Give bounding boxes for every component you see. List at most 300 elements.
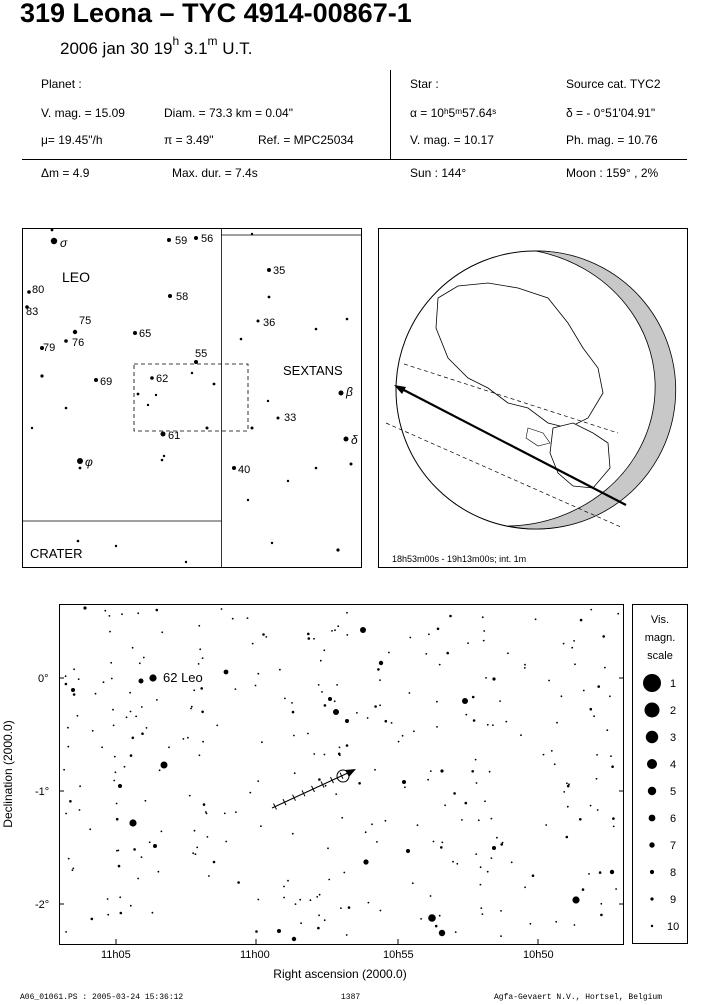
map-star: [339, 391, 344, 396]
chart-star: [339, 754, 341, 756]
chart-star: [532, 874, 535, 877]
chart-star: [335, 793, 337, 795]
chart-star: [327, 847, 329, 849]
chart-star: [72, 868, 74, 870]
chart-star: [113, 780, 115, 782]
chart-star: [198, 663, 200, 665]
legend-title-line1: Vis.: [650, 614, 670, 626]
chart-star: [597, 685, 600, 688]
chart-star: [120, 912, 123, 915]
chart-star: [346, 934, 348, 936]
chart-star: [530, 923, 532, 925]
planet-motion: μ= 19.45"/h: [41, 133, 103, 147]
chart-star: [524, 664, 526, 666]
chart-star: [492, 724, 494, 726]
chart-star: [161, 831, 163, 833]
chart-star: [294, 772, 296, 774]
chart-star: [249, 792, 251, 794]
chart-star: [475, 759, 477, 761]
chart-star: [439, 930, 445, 936]
star-label-phi: φ: [85, 455, 93, 469]
chart-star: [146, 727, 148, 729]
chart-star: [449, 615, 452, 618]
chart-star: [203, 803, 206, 806]
chart-star: [489, 771, 491, 773]
map-star: [133, 331, 137, 335]
chart-star: [130, 754, 133, 757]
legend-dot: [643, 674, 661, 692]
chart-star: [208, 875, 210, 877]
chart-star: [200, 687, 203, 690]
chart-star: [524, 886, 526, 888]
chart-star: [261, 741, 263, 743]
chart-star: [602, 635, 605, 638]
chart-star: [313, 753, 315, 755]
chart-star: [307, 733, 309, 735]
chart-star: [409, 637, 411, 639]
chart-star: [478, 819, 480, 821]
chart-star: [292, 711, 295, 714]
chart-star: [194, 830, 196, 832]
ra-tick-10h55: 10h55: [383, 949, 414, 961]
chart-star: [561, 695, 563, 697]
star-label-65: 65: [139, 328, 152, 340]
chart-star: [563, 791, 565, 793]
chart-star: [345, 719, 349, 723]
chart-star: [255, 930, 258, 933]
chart-star: [187, 737, 189, 739]
map-star: [232, 466, 236, 470]
chart-star: [348, 906, 351, 909]
chart-star: [610, 755, 612, 757]
star-label-75: 75: [79, 315, 92, 327]
chart-star: [310, 899, 312, 901]
chart-star: [65, 683, 68, 686]
star-chart: [0, 596, 701, 981]
y-axis-label: Declination (2000.0): [1, 720, 15, 828]
chart-star: [379, 679, 381, 681]
legend-dot: [645, 703, 660, 718]
chart-star: [571, 647, 573, 649]
minute-superscript: m: [207, 34, 218, 48]
map-star: [150, 376, 154, 380]
chart-star: [425, 653, 427, 655]
chart-star: [118, 784, 122, 788]
chart-star: [409, 692, 411, 694]
chart-star: [428, 633, 430, 635]
chart-star: [340, 907, 342, 909]
chart-star: [145, 800, 147, 802]
chart-star: [566, 782, 568, 784]
chart-star: [385, 820, 387, 822]
chart-star: [346, 634, 348, 636]
chart-star: [363, 859, 368, 864]
chart-star: [101, 746, 103, 748]
star-vmag: V. mag. = 10.17: [410, 133, 494, 147]
chart-star: [374, 769, 376, 771]
chart-star: [130, 905, 132, 907]
chart-star: [79, 809, 81, 811]
max-duration: Max. dur. = 7.4s: [172, 166, 258, 180]
chart-star: [567, 785, 570, 788]
chart-star: [600, 903, 602, 905]
chart-star: [308, 637, 311, 640]
chart-star: [63, 769, 65, 771]
map-star: [191, 372, 193, 374]
chart-star: [283, 897, 285, 899]
map-star: [65, 407, 68, 410]
star-label-33: 33: [284, 412, 297, 424]
chart-star: [496, 837, 498, 839]
chart-star: [143, 657, 145, 659]
chart-star: [453, 792, 456, 795]
chart-star: [72, 869, 74, 871]
map-star: [251, 233, 253, 235]
chart-star: [441, 842, 443, 844]
chart-star: [590, 609, 592, 611]
chart-star: [91, 918, 94, 921]
legend-title-line3: scale: [647, 650, 673, 662]
chart-star: [465, 714, 467, 716]
ra-tick-11h05: 11h05: [101, 949, 131, 961]
chart-star: [412, 882, 414, 884]
chart-star: [104, 610, 106, 612]
chart-star: [232, 618, 234, 620]
chart-star: [556, 722, 558, 724]
chart-star: [439, 915, 441, 917]
planet-parallax: π = 3.49": [164, 133, 214, 147]
chart-star: [606, 729, 608, 731]
chart-star: [83, 606, 86, 609]
chart-star: [107, 914, 109, 916]
chart-star: [334, 700, 336, 702]
chart-star: [224, 813, 226, 815]
chart-star: [260, 825, 262, 827]
chart-star: [323, 649, 325, 651]
chart-star: [476, 782, 478, 784]
chart-star: [201, 711, 204, 714]
chart-star: [133, 848, 136, 851]
chart-star: [118, 850, 120, 852]
chart-star: [480, 884, 482, 886]
map-star: [240, 338, 243, 341]
chart-star: [346, 744, 349, 747]
chart-star: [193, 689, 195, 691]
star-label-36: 36: [263, 317, 276, 329]
map-star: [185, 561, 187, 563]
globe-caption: 18h53m00s - 19h13m00s; int. 1m: [392, 554, 527, 564]
chart-star: [300, 922, 302, 924]
chart-star: [455, 931, 457, 933]
chart-star: [199, 754, 201, 756]
chart-star: [435, 925, 438, 928]
chart-star: [452, 861, 454, 863]
map-star: [206, 427, 209, 430]
map-star: [344, 437, 349, 442]
map-star: [194, 236, 198, 240]
chart-star: [168, 746, 170, 748]
chart-star: [413, 730, 415, 732]
chart-star: [235, 688, 237, 690]
chart-star: [190, 708, 192, 710]
chart-star: [596, 754, 598, 756]
chart-star: [428, 914, 436, 922]
chart-star: [130, 711, 132, 713]
chart-star: [159, 769, 161, 771]
map-star: [167, 238, 171, 242]
chart-star: [483, 640, 485, 642]
chart-star: [202, 657, 204, 659]
chart-star: [341, 817, 343, 819]
legend-mag-3: 3: [670, 732, 677, 744]
chart-star: [161, 762, 168, 769]
chart-star: [588, 873, 590, 875]
chart-star: [152, 912, 154, 914]
chart-star: [356, 712, 358, 714]
chart-star: [439, 664, 441, 666]
chart-star: [221, 608, 223, 610]
ra-tick-11h00: 11h00: [240, 949, 270, 961]
legend-dot: [649, 815, 656, 822]
map-star: [277, 417, 280, 420]
planet-reference: Ref. = MPC25034: [258, 133, 354, 147]
map-star: [251, 427, 254, 430]
sextans-label: SEXTANS: [283, 363, 343, 378]
map-star: [350, 463, 353, 466]
chart-star: [590, 708, 593, 711]
chart-star: [313, 638, 315, 640]
chart-star: [343, 872, 345, 874]
star-label-55: 55: [195, 348, 208, 360]
map-star: [161, 432, 166, 437]
chart-star: [257, 899, 259, 901]
chart-star: [437, 628, 440, 631]
chart-star: [207, 836, 209, 838]
chart-star: [183, 738, 185, 740]
map-star: [115, 545, 117, 547]
chart-star: [121, 613, 123, 615]
star-label-69: 69: [100, 376, 113, 388]
chart-star: [107, 898, 109, 900]
chart-star: [110, 662, 112, 664]
chart-star: [324, 919, 326, 921]
chart-star: [487, 724, 489, 726]
chart-star: [318, 778, 321, 781]
chart-star: [156, 609, 159, 612]
map-star: [79, 467, 82, 470]
legend-mag-7: 7: [670, 840, 677, 852]
map-star: [155, 394, 157, 396]
legend-mag-2: 2: [670, 705, 677, 717]
event-datetime: [60, 34, 253, 59]
chart-star: [573, 640, 575, 642]
chart-star: [195, 853, 197, 855]
chart-star: [247, 617, 249, 619]
chart-star: [65, 813, 67, 815]
chart-star: [574, 663, 576, 665]
chart-star: [324, 754, 326, 756]
dec-tick-1: -1°: [35, 786, 50, 798]
chart-star: [161, 631, 163, 633]
chart-star: [141, 856, 143, 858]
chart-star: [500, 843, 503, 846]
chart-star: [492, 846, 496, 850]
chart-star: [334, 629, 336, 631]
chart-star: [599, 871, 602, 874]
legend-dots: [643, 674, 661, 927]
chart-star: [292, 833, 294, 835]
chart-star: [324, 704, 327, 707]
chart-star: [511, 861, 513, 863]
chart-star: [67, 746, 69, 748]
chart-star: [580, 619, 583, 622]
chart-star: [92, 730, 94, 732]
legend-mag-1: 1: [670, 678, 677, 690]
chart-star: [284, 698, 286, 700]
chart-star: [551, 750, 553, 752]
chart-star: [317, 927, 320, 930]
map-star: [77, 458, 83, 464]
chart-star: [433, 841, 435, 843]
chart-star: [135, 716, 137, 718]
chart-star: [406, 849, 410, 853]
chart-star: [507, 652, 509, 654]
star-label-79: 79: [43, 342, 56, 354]
chart-star: [139, 662, 141, 664]
chart-star: [339, 747, 341, 749]
chart-star: [320, 660, 322, 662]
star-label-80: 80: [32, 284, 45, 296]
chart-star: [388, 652, 390, 654]
chart-star: [287, 880, 289, 882]
chart-star: [610, 870, 614, 874]
chart-star: [600, 914, 603, 917]
chart-star: [487, 871, 489, 873]
chart-star: [141, 732, 144, 735]
asteroid-track: [272, 772, 350, 808]
map-star: [31, 427, 33, 429]
chart-star: [337, 625, 339, 627]
chart-star: [126, 716, 128, 718]
chart-star: [385, 720, 388, 723]
chart-star: [257, 673, 259, 675]
chart-star: [376, 841, 378, 843]
chart-star: [319, 894, 321, 896]
star-label-62: 62: [156, 373, 169, 385]
chart-star: [109, 615, 111, 617]
chart-star: [291, 702, 293, 704]
legend-title-line2: magn.: [644, 632, 676, 644]
star-label-83: 83: [26, 306, 39, 318]
hour-superscript: h: [172, 34, 180, 48]
globe-panel: [378, 228, 688, 568]
chart-star: [336, 684, 338, 686]
crater-label: CRATER: [30, 546, 83, 561]
chart-star: [318, 914, 320, 916]
info-divider-vertical: [390, 70, 391, 160]
star-label-sigma: σ: [60, 236, 68, 250]
map-star: [51, 229, 54, 232]
chart-star: [307, 633, 310, 636]
legend-mag-5: 5: [670, 786, 677, 798]
chart-star: [480, 907, 482, 909]
chart-star: [402, 780, 406, 784]
chart-star: [114, 756, 116, 758]
legend-dot: [648, 787, 656, 795]
chart-star: [235, 811, 237, 813]
map-star: [346, 318, 349, 321]
chart-star: [417, 824, 419, 826]
chart-star: [612, 817, 615, 820]
map-star: [247, 499, 249, 501]
chart-star: [237, 881, 240, 884]
chart-star: [367, 717, 369, 719]
chart-star: [420, 918, 422, 920]
chart-star: [77, 715, 79, 717]
chart-star: [79, 785, 81, 787]
chart-star: [473, 719, 476, 722]
chart-star: [444, 804, 446, 806]
star-label-59: 59: [175, 235, 188, 247]
map-star: [147, 404, 149, 406]
chart-star: [609, 695, 611, 697]
chart-star: [118, 865, 121, 868]
chart-star: [299, 899, 301, 901]
map-star: [27, 290, 31, 294]
chart-star: [505, 721, 507, 723]
chart-star: [156, 699, 158, 701]
chart-star: [492, 677, 495, 680]
chart-star: [377, 668, 380, 671]
chart-star: [483, 630, 485, 632]
chart-star: [430, 895, 432, 897]
ra-ticks: [116, 939, 538, 944]
chart-star: [331, 630, 333, 632]
chart-star: [554, 763, 556, 765]
chart-star: [572, 896, 579, 903]
legend-dot: [650, 897, 653, 900]
chart-star: [499, 700, 501, 702]
minutes-text: 3.1: [179, 39, 208, 58]
star-label-61: 61: [168, 430, 181, 442]
chart-star: [202, 741, 204, 743]
chart-star: [73, 693, 76, 696]
planet-diameter: Diam. = 73.3 km = 0.04": [164, 106, 293, 120]
footer-page: 1387: [341, 993, 361, 1002]
map-star: [271, 542, 273, 544]
dec-tick-0: 0°: [38, 673, 49, 685]
legend-dot: [646, 731, 658, 743]
chart-star: [153, 844, 157, 848]
chart-star: [158, 871, 160, 873]
chart-star: [615, 888, 617, 890]
chart-star: [590, 805, 592, 807]
chart-star: [379, 704, 381, 706]
chart-star: [137, 878, 139, 880]
chart-star: [68, 858, 70, 860]
chart-star: [103, 681, 105, 683]
chart-star: [617, 613, 619, 615]
chart-star: [279, 669, 281, 671]
star-photo-mag: Ph. mag. = 10.76: [566, 133, 658, 147]
star-label-76: 76: [72, 337, 85, 349]
legend-dot: [647, 759, 657, 769]
star-label-56: 56: [201, 233, 214, 245]
chart-star: [137, 612, 139, 614]
chart-star: [95, 693, 97, 695]
chart-star: [440, 769, 443, 772]
chart-star: [404, 786, 406, 788]
